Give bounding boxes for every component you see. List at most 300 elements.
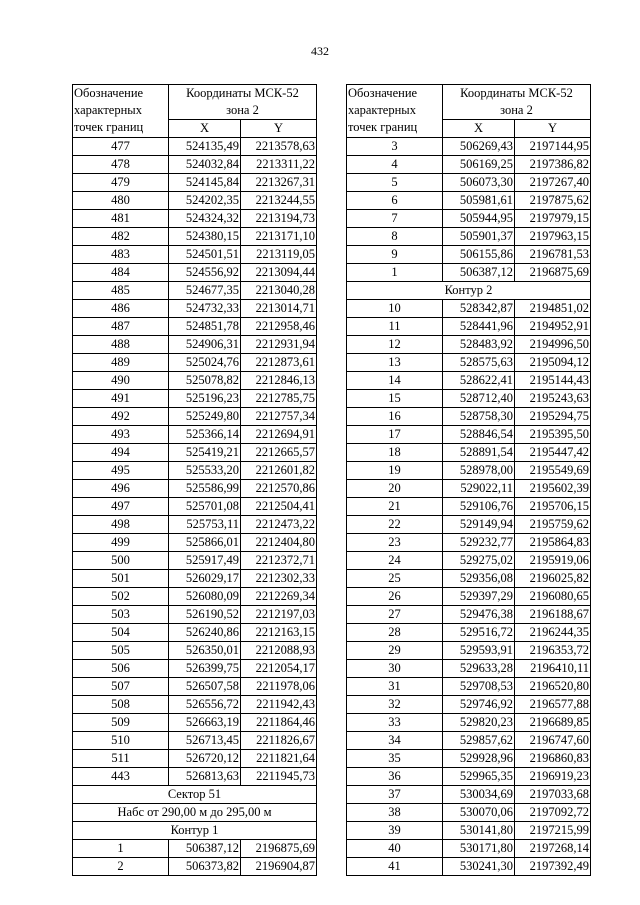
point-id-cell: 29 bbox=[347, 642, 443, 660]
table-row bbox=[347, 696, 591, 714]
point-id-cell: 509 bbox=[73, 714, 169, 732]
x-coordinate-cell: 524032,84 bbox=[169, 156, 241, 174]
y-coordinate-cell: 2212570,86 bbox=[241, 480, 317, 498]
x-coordinate-cell: 525586,99 bbox=[169, 480, 241, 498]
x-coordinate-cell: 505981,61 bbox=[443, 192, 515, 210]
x-coordinate-cell: 524145,84 bbox=[169, 174, 241, 192]
y-coordinate-cell: 2212931,94 bbox=[241, 336, 317, 354]
y-coordinate-cell: 2197144,95 bbox=[515, 138, 591, 156]
y-coordinate-cell: 2196875,69 bbox=[515, 264, 591, 282]
x-coordinate-cell: 506169,25 bbox=[443, 156, 515, 174]
x-coordinate-cell: 525078,82 bbox=[169, 372, 241, 390]
point-id-cell: 25 bbox=[347, 570, 443, 588]
x-coordinate-cell: 524202,35 bbox=[169, 192, 241, 210]
table-row bbox=[73, 480, 317, 498]
x-coordinate-cell: 529708,53 bbox=[443, 678, 515, 696]
height-range-label: Набс от 290,00 м до 295,00 м bbox=[73, 804, 317, 822]
point-id-cell: 3 bbox=[347, 138, 443, 156]
y-coordinate-cell: 2195759,62 bbox=[515, 516, 591, 534]
table-row bbox=[73, 228, 317, 246]
point-id-cell: 13 bbox=[347, 354, 443, 372]
y-coordinate-cell: 2212958,46 bbox=[241, 318, 317, 336]
y-column-header: Y bbox=[515, 120, 591, 138]
x-column-header: X bbox=[443, 120, 515, 138]
y-coordinate-cell: 2194952,91 bbox=[515, 318, 591, 336]
y-coordinate-cell: 2213171,10 bbox=[241, 228, 317, 246]
point-id-cell: 492 bbox=[73, 408, 169, 426]
table-row bbox=[347, 462, 591, 480]
x-coordinate-cell: 524501,51 bbox=[169, 246, 241, 264]
height-range-label-row bbox=[73, 804, 317, 822]
table-row bbox=[347, 552, 591, 570]
table-row bbox=[347, 786, 591, 804]
point-id-cell: 501 bbox=[73, 570, 169, 588]
point-id-cell: 508 bbox=[73, 696, 169, 714]
table-row bbox=[73, 210, 317, 228]
point-id-cell: 478 bbox=[73, 156, 169, 174]
table-row bbox=[347, 156, 591, 174]
point-id-cell: 10 bbox=[347, 300, 443, 318]
point-id-cell: 26 bbox=[347, 588, 443, 606]
y-coordinate-cell: 2195864,83 bbox=[515, 534, 591, 552]
y-coordinate-cell: 2196520,80 bbox=[515, 678, 591, 696]
table-body-right bbox=[347, 85, 591, 876]
y-coordinate-cell: 2196860,83 bbox=[515, 750, 591, 768]
y-coordinate-cell: 2197979,15 bbox=[515, 210, 591, 228]
table-row bbox=[347, 714, 591, 732]
y-coordinate-cell: 2197386,82 bbox=[515, 156, 591, 174]
table-row bbox=[73, 282, 317, 300]
x-coordinate-cell: 526507,58 bbox=[169, 678, 241, 696]
y-coordinate-cell: 2196904,87 bbox=[241, 858, 317, 876]
x-coordinate-cell: 506155,86 bbox=[443, 246, 515, 264]
point-id-cell: 18 bbox=[347, 444, 443, 462]
table-row bbox=[347, 642, 591, 660]
y-coordinate-cell: 2195706,15 bbox=[515, 498, 591, 516]
point-id-cell: 23 bbox=[347, 534, 443, 552]
x-coordinate-cell: 526813,63 bbox=[169, 768, 241, 786]
y-coordinate-cell: 2196244,35 bbox=[515, 624, 591, 642]
y-coordinate-cell: 2195243,63 bbox=[515, 390, 591, 408]
x-coordinate-cell: 529928,96 bbox=[443, 750, 515, 768]
y-coordinate-cell: 2197033,68 bbox=[515, 786, 591, 804]
header-row bbox=[73, 85, 317, 120]
y-coordinate-cell: 2213311,22 bbox=[241, 156, 317, 174]
point-id-cell: 32 bbox=[347, 696, 443, 714]
x-coordinate-cell: 525249,80 bbox=[169, 408, 241, 426]
x-coordinate-cell: 525196,23 bbox=[169, 390, 241, 408]
y-coordinate-cell: 2196410,11 bbox=[515, 660, 591, 678]
x-coordinate-cell: 526399,75 bbox=[169, 660, 241, 678]
y-coordinate-cell: 2195144,43 bbox=[515, 372, 591, 390]
x-coordinate-cell: 524906,31 bbox=[169, 336, 241, 354]
table-row bbox=[73, 642, 317, 660]
point-id-cell: 7 bbox=[347, 210, 443, 228]
y-coordinate-cell: 2211821,64 bbox=[241, 750, 317, 768]
y-coordinate-cell: 2213094,44 bbox=[241, 264, 317, 282]
point-id-cell: 506 bbox=[73, 660, 169, 678]
point-id-cell: 30 bbox=[347, 660, 443, 678]
x-coordinate-cell: 525701,08 bbox=[169, 498, 241, 516]
table-row bbox=[347, 480, 591, 498]
point-id-cell: 4 bbox=[347, 156, 443, 174]
table-row bbox=[73, 192, 317, 210]
x-coordinate-cell: 528712,40 bbox=[443, 390, 515, 408]
table-row bbox=[347, 570, 591, 588]
table-row bbox=[73, 354, 317, 372]
table-row bbox=[347, 822, 591, 840]
point-id-cell: 40 bbox=[347, 840, 443, 858]
point-id-cell: 15 bbox=[347, 390, 443, 408]
y-coordinate-cell: 2195919,06 bbox=[515, 552, 591, 570]
contour-label: Контур 1 bbox=[73, 822, 317, 840]
y-coordinate-cell: 2196919,23 bbox=[515, 768, 591, 786]
point-id-cell: 493 bbox=[73, 426, 169, 444]
point-id-cell: 17 bbox=[347, 426, 443, 444]
point-id-cell: 19 bbox=[347, 462, 443, 480]
table-row bbox=[73, 534, 317, 552]
point-id-cell: 505 bbox=[73, 642, 169, 660]
point-id-cell: 500 bbox=[73, 552, 169, 570]
table-row bbox=[73, 138, 317, 156]
point-id-cell: 482 bbox=[73, 228, 169, 246]
sector-label: Сектор 51 bbox=[73, 786, 317, 804]
y-coordinate-cell: 2194851,02 bbox=[515, 300, 591, 318]
x-coordinate-cell: 505944,95 bbox=[443, 210, 515, 228]
point-id-cell: 2 bbox=[73, 858, 169, 876]
x-coordinate-cell: 525419,21 bbox=[169, 444, 241, 462]
contour-label-row bbox=[73, 822, 317, 840]
table-row bbox=[73, 750, 317, 768]
y-coordinate-cell: 2196025,82 bbox=[515, 570, 591, 588]
y-coordinate-cell: 2197963,15 bbox=[515, 228, 591, 246]
table-row bbox=[73, 732, 317, 750]
x-coordinate-cell: 524556,92 bbox=[169, 264, 241, 282]
x-coordinate-cell: 529022,11 bbox=[443, 480, 515, 498]
y-coordinate-cell: 2196188,67 bbox=[515, 606, 591, 624]
table-row bbox=[73, 426, 317, 444]
y-coordinate-cell: 2196747,60 bbox=[515, 732, 591, 750]
table-row bbox=[73, 372, 317, 390]
x-coordinate-cell: 506387,12 bbox=[169, 840, 241, 858]
table-row bbox=[73, 300, 317, 318]
header-row bbox=[347, 85, 591, 120]
table-row bbox=[73, 660, 317, 678]
table-row bbox=[347, 624, 591, 642]
table-row bbox=[347, 804, 591, 822]
x-coordinate-cell: 525366,14 bbox=[169, 426, 241, 444]
table-row bbox=[73, 390, 317, 408]
x-coordinate-cell: 505901,37 bbox=[443, 228, 515, 246]
point-id-cell: 14 bbox=[347, 372, 443, 390]
y-coordinate-cell: 2195395,50 bbox=[515, 426, 591, 444]
point-id-cell: 497 bbox=[73, 498, 169, 516]
y-coordinate-cell: 2211942,43 bbox=[241, 696, 317, 714]
table-row bbox=[347, 246, 591, 264]
x-coordinate-cell: 529857,62 bbox=[443, 732, 515, 750]
y-coordinate-cell: 2212601,82 bbox=[241, 462, 317, 480]
sector-label-row bbox=[73, 786, 317, 804]
x-coordinate-cell: 529149,94 bbox=[443, 516, 515, 534]
point-id-cell: 21 bbox=[347, 498, 443, 516]
y-coordinate-cell: 2213244,55 bbox=[241, 192, 317, 210]
y-coordinate-cell: 2212088,93 bbox=[241, 642, 317, 660]
table-row bbox=[73, 606, 317, 624]
table-row bbox=[73, 516, 317, 534]
x-coordinate-cell: 530141,80 bbox=[443, 822, 515, 840]
point-id-cell: 483 bbox=[73, 246, 169, 264]
x-coordinate-cell: 529275,02 bbox=[443, 552, 515, 570]
point-id-cell: 488 bbox=[73, 336, 169, 354]
point-id-cell: 486 bbox=[73, 300, 169, 318]
y-coordinate-cell: 2212197,03 bbox=[241, 606, 317, 624]
table-row bbox=[347, 192, 591, 210]
table-row bbox=[347, 336, 591, 354]
x-coordinate-cell: 529965,35 bbox=[443, 768, 515, 786]
x-coordinate-cell: 529232,77 bbox=[443, 534, 515, 552]
point-id-cell: 9 bbox=[347, 246, 443, 264]
x-coordinate-cell: 529356,08 bbox=[443, 570, 515, 588]
x-coordinate-cell: 528891,54 bbox=[443, 444, 515, 462]
table-row bbox=[73, 570, 317, 588]
point-id-cell: 496 bbox=[73, 480, 169, 498]
y-coordinate-cell: 2212163,15 bbox=[241, 624, 317, 642]
y-coordinate-cell: 2197392,49 bbox=[515, 858, 591, 876]
x-column-header: X bbox=[169, 120, 241, 138]
point-id-cell: 487 bbox=[73, 318, 169, 336]
table-row bbox=[347, 318, 591, 336]
x-coordinate-cell: 529516,72 bbox=[443, 624, 515, 642]
y-coordinate-cell: 2212665,57 bbox=[241, 444, 317, 462]
point-id-cell: 34 bbox=[347, 732, 443, 750]
table-row bbox=[73, 444, 317, 462]
y-coordinate-cell: 2212269,34 bbox=[241, 588, 317, 606]
y-coordinate-cell: 2197267,40 bbox=[515, 174, 591, 192]
table-row bbox=[73, 246, 317, 264]
contour-label-row bbox=[347, 282, 591, 300]
x-coordinate-cell: 529820,23 bbox=[443, 714, 515, 732]
x-coordinate-cell: 526080,09 bbox=[169, 588, 241, 606]
x-coordinate-cell: 525024,76 bbox=[169, 354, 241, 372]
table-row bbox=[347, 678, 591, 696]
page-number: 432 bbox=[311, 44, 329, 58]
table-row bbox=[347, 228, 591, 246]
point-id-cell: 11 bbox=[347, 318, 443, 336]
y-coordinate-cell: 2212846,13 bbox=[241, 372, 317, 390]
x-coordinate-cell: 526720,12 bbox=[169, 750, 241, 768]
y-coordinate-cell: 2196781,53 bbox=[515, 246, 591, 264]
x-coordinate-cell: 524851,78 bbox=[169, 318, 241, 336]
y-coordinate-cell: 2195094,12 bbox=[515, 354, 591, 372]
table-row bbox=[73, 408, 317, 426]
y-coordinate-cell: 2212372,71 bbox=[241, 552, 317, 570]
y-column-header: Y bbox=[241, 120, 317, 138]
point-id-cell: 489 bbox=[73, 354, 169, 372]
x-coordinate-cell: 526029,17 bbox=[169, 570, 241, 588]
table-row bbox=[73, 318, 317, 336]
y-coordinate-cell: 2196689,85 bbox=[515, 714, 591, 732]
y-coordinate-cell: 2213267,31 bbox=[241, 174, 317, 192]
y-coordinate-cell: 2212054,17 bbox=[241, 660, 317, 678]
x-coordinate-cell: 506269,43 bbox=[443, 138, 515, 156]
table-row bbox=[347, 498, 591, 516]
table-row bbox=[347, 300, 591, 318]
table-row bbox=[347, 534, 591, 552]
x-coordinate-cell: 530241,30 bbox=[443, 858, 515, 876]
y-coordinate-cell: 2197092,72 bbox=[515, 804, 591, 822]
point-id-cell: 484 bbox=[73, 264, 169, 282]
table-row bbox=[347, 750, 591, 768]
x-coordinate-cell: 524732,33 bbox=[169, 300, 241, 318]
y-coordinate-cell: 2211945,73 bbox=[241, 768, 317, 786]
x-coordinate-cell: 528483,92 bbox=[443, 336, 515, 354]
point-id-cell: 490 bbox=[73, 372, 169, 390]
point-id-cell: 485 bbox=[73, 282, 169, 300]
point-id-cell: 36 bbox=[347, 768, 443, 786]
y-coordinate-cell: 2194996,50 bbox=[515, 336, 591, 354]
point-id-cell: 28 bbox=[347, 624, 443, 642]
x-coordinate-cell: 526190,52 bbox=[169, 606, 241, 624]
x-coordinate-cell: 524677,35 bbox=[169, 282, 241, 300]
x-coordinate-cell: 529633,28 bbox=[443, 660, 515, 678]
table-row bbox=[347, 354, 591, 372]
point-id-cell: 22 bbox=[347, 516, 443, 534]
y-coordinate-cell: 2197215,99 bbox=[515, 822, 591, 840]
y-coordinate-cell: 2213014,71 bbox=[241, 300, 317, 318]
point-id-cell: 6 bbox=[347, 192, 443, 210]
point-id-cell: 5 bbox=[347, 174, 443, 192]
y-coordinate-cell: 2213578,63 bbox=[241, 138, 317, 156]
point-id-cell: 38 bbox=[347, 804, 443, 822]
table-row bbox=[347, 408, 591, 426]
table-row bbox=[347, 660, 591, 678]
table-body-left bbox=[73, 85, 317, 876]
point-designation-header: Обозначение характерных точек границ bbox=[73, 85, 169, 138]
y-coordinate-cell: 2213040,28 bbox=[241, 282, 317, 300]
y-coordinate-cell: 2213119,05 bbox=[241, 246, 317, 264]
x-coordinate-cell: 525533,20 bbox=[169, 462, 241, 480]
table-row bbox=[347, 840, 591, 858]
x-coordinate-cell: 526713,45 bbox=[169, 732, 241, 750]
coordinates-system-header: Координаты МСК-52 зона 2 bbox=[169, 85, 317, 120]
y-coordinate-cell: 2211864,46 bbox=[241, 714, 317, 732]
point-id-cell: 502 bbox=[73, 588, 169, 606]
coordinates-system-header: Координаты МСК-52 зона 2 bbox=[443, 85, 591, 120]
x-coordinate-cell: 530034,69 bbox=[443, 786, 515, 804]
point-id-cell: 477 bbox=[73, 138, 169, 156]
y-coordinate-cell: 2196577,88 bbox=[515, 696, 591, 714]
x-coordinate-cell: 529476,38 bbox=[443, 606, 515, 624]
table-row bbox=[73, 174, 317, 192]
table-row bbox=[347, 372, 591, 390]
x-coordinate-cell: 526663,19 bbox=[169, 714, 241, 732]
table-row bbox=[347, 606, 591, 624]
x-coordinate-cell: 528342,87 bbox=[443, 300, 515, 318]
table-row bbox=[347, 732, 591, 750]
x-coordinate-cell: 529593,91 bbox=[443, 642, 515, 660]
x-coordinate-cell: 525753,11 bbox=[169, 516, 241, 534]
point-id-cell: 503 bbox=[73, 606, 169, 624]
point-id-cell: 504 bbox=[73, 624, 169, 642]
table-row bbox=[347, 426, 591, 444]
y-coordinate-cell: 2212757,34 bbox=[241, 408, 317, 426]
table-row bbox=[347, 588, 591, 606]
x-coordinate-cell: 524135,49 bbox=[169, 138, 241, 156]
table-row bbox=[347, 858, 591, 876]
point-designation-header: Обозначение характерных точек границ bbox=[347, 85, 443, 138]
y-coordinate-cell: 2212694,91 bbox=[241, 426, 317, 444]
table-row bbox=[73, 678, 317, 696]
table-row bbox=[347, 390, 591, 408]
point-id-cell: 491 bbox=[73, 390, 169, 408]
x-coordinate-cell: 529106,76 bbox=[443, 498, 515, 516]
point-id-cell: 510 bbox=[73, 732, 169, 750]
point-id-cell: 495 bbox=[73, 462, 169, 480]
point-id-cell: 494 bbox=[73, 444, 169, 462]
point-id-cell: 1 bbox=[73, 840, 169, 858]
point-id-cell: 16 bbox=[347, 408, 443, 426]
x-coordinate-cell: 524324,32 bbox=[169, 210, 241, 228]
table-row bbox=[73, 588, 317, 606]
x-coordinate-cell: 506373,82 bbox=[169, 858, 241, 876]
x-coordinate-cell: 528575,63 bbox=[443, 354, 515, 372]
table-row bbox=[347, 264, 591, 282]
table-row bbox=[73, 156, 317, 174]
point-id-cell: 443 bbox=[73, 768, 169, 786]
y-coordinate-cell: 2212873,61 bbox=[241, 354, 317, 372]
table-row bbox=[73, 336, 317, 354]
point-id-cell: 481 bbox=[73, 210, 169, 228]
x-coordinate-cell: 506073,30 bbox=[443, 174, 515, 192]
y-coordinate-cell: 2195549,69 bbox=[515, 462, 591, 480]
point-id-cell: 1 bbox=[347, 264, 443, 282]
table-row bbox=[347, 768, 591, 786]
y-coordinate-cell: 2212404,80 bbox=[241, 534, 317, 552]
x-coordinate-cell: 528978,00 bbox=[443, 462, 515, 480]
y-coordinate-cell: 2195294,75 bbox=[515, 408, 591, 426]
y-coordinate-cell: 2212473,22 bbox=[241, 516, 317, 534]
table-row bbox=[347, 444, 591, 462]
table-row bbox=[73, 264, 317, 282]
y-coordinate-cell: 2196353,72 bbox=[515, 642, 591, 660]
point-id-cell: 20 bbox=[347, 480, 443, 498]
point-id-cell: 33 bbox=[347, 714, 443, 732]
table-row bbox=[347, 210, 591, 228]
table-row bbox=[73, 624, 317, 642]
table-row bbox=[73, 462, 317, 480]
x-coordinate-cell: 528622,41 bbox=[443, 372, 515, 390]
table-row bbox=[73, 840, 317, 858]
table-row bbox=[73, 714, 317, 732]
x-coordinate-cell: 530171,80 bbox=[443, 840, 515, 858]
point-id-cell: 41 bbox=[347, 858, 443, 876]
point-id-cell: 479 bbox=[73, 174, 169, 192]
contour-label: Контур 2 bbox=[347, 282, 591, 300]
x-coordinate-cell: 529397,29 bbox=[443, 588, 515, 606]
point-id-cell: 37 bbox=[347, 786, 443, 804]
x-coordinate-cell: 530070,06 bbox=[443, 804, 515, 822]
coordinates-table-left bbox=[72, 84, 317, 876]
y-coordinate-cell: 2195447,42 bbox=[515, 444, 591, 462]
table-row bbox=[347, 516, 591, 534]
x-coordinate-cell: 528441,96 bbox=[443, 318, 515, 336]
y-coordinate-cell: 2211978,06 bbox=[241, 678, 317, 696]
point-id-cell: 39 bbox=[347, 822, 443, 840]
y-coordinate-cell: 2197875,62 bbox=[515, 192, 591, 210]
x-coordinate-cell: 528846,54 bbox=[443, 426, 515, 444]
x-coordinate-cell: 529746,92 bbox=[443, 696, 515, 714]
table-row bbox=[73, 858, 317, 876]
